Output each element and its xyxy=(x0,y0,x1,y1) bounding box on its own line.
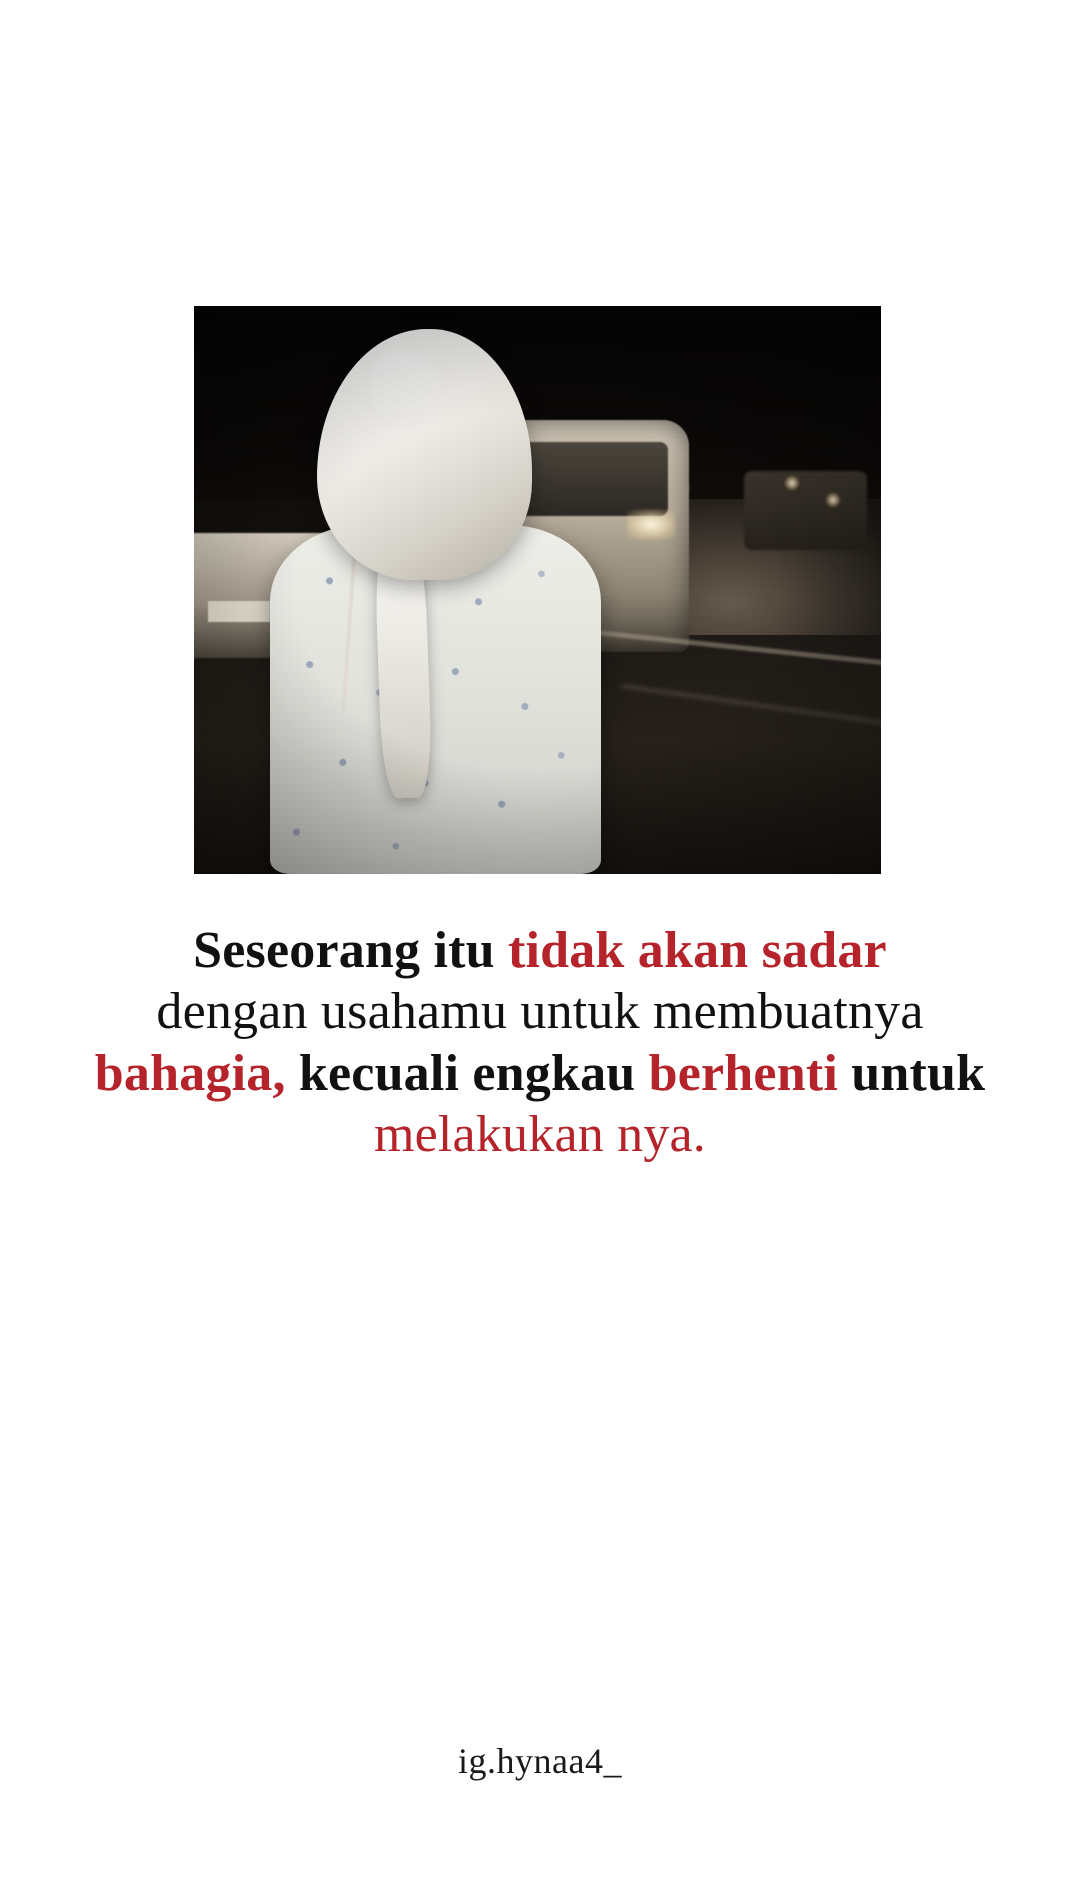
photo-grain xyxy=(194,306,881,874)
quote-segment-highlight: bahagia, xyxy=(94,1044,286,1102)
quote-segment-highlight: tidak akan sadar xyxy=(507,922,887,979)
quote-line-1 xyxy=(60,920,1020,981)
instagram-handle: ig.hynaa4_ xyxy=(458,1741,622,1781)
photo-container xyxy=(194,306,881,874)
quote-text-block xyxy=(0,920,1080,1165)
quote-segment: dengan usahamu untuk membuatnya xyxy=(156,983,924,1041)
quote-segment: kecuali engkau xyxy=(285,1044,649,1102)
night-street-photo xyxy=(194,306,881,874)
quote-segment-highlight: berhenti xyxy=(648,1044,838,1102)
quote-segment: untuk xyxy=(838,1044,986,1102)
quote-line-2 xyxy=(60,981,1020,1042)
quote-segment-highlight: melakukan nya. xyxy=(373,1106,706,1164)
quote-line-4 xyxy=(60,1104,1020,1165)
quote-line-3 xyxy=(60,1043,1020,1104)
quote-segment: Seseorang itu xyxy=(193,922,508,979)
